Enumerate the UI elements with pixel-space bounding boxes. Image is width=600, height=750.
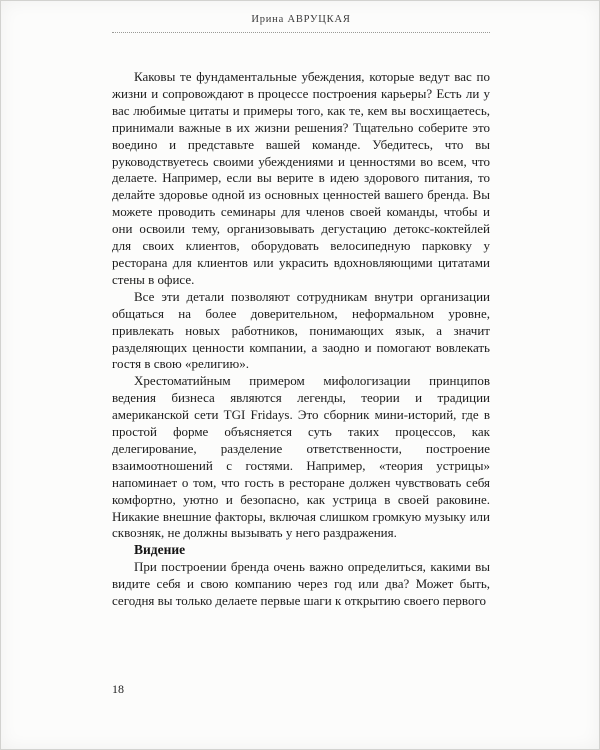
- header-divider: [112, 32, 490, 33]
- paragraph: Каковы те фундаментальные убеждения, которые ведут вас по жизни и сопровождают в процессе построения карьеры? Есть ли у вас любимые цитаты и примеры того, как те, кем вы восхищаетесь, принимали важные в их жизни решения? Тщательно соберите это воедино и представьте вашей команде. Убедитесь, что вы руководствуетесь своими убеждениями и ценностями во всем, что делаете. Например, если вы верите в идею здорового питания, то делайте здоровье одной из основных ценностей вашего бренда. Вы можете проводить семинары для членов своей команды, чтобы и они освоили тему, организовывать дегустацию детокс-коктейлей для своих клиентов, оборудовать велосипедную парковку у ресторана для клиентов или украсить вдохновляющими цитатами стены в офисе.: [112, 69, 490, 287]
- section-heading: Видение: [134, 542, 186, 558]
- paragraph: Хрестоматийным примером мифологизации принципов ведения бизнеса являются легенды, теории и традиции американской сети TGI Fridays. Это сборник мини-историй, где в простой форме объясняется суть таких процессов, как делегирование, разделение ответственности, построение взаимоотношений с гостями. Например, «теория устрицы» напоминает о том, что гость в ресторане должен чувствовать себя комфортно, уютно и безопасно, как устрица в своей раковине. Никакие внешние факторы, включая слишком громкую музыку или сквозняк, не должны вызывать у него раздражения.: [112, 373, 490, 541]
- text-column: [112, 1, 490, 610]
- body-text: [112, 69, 490, 610]
- paragraph: При построении бренда очень важно определиться, какими вы видите себя и свою компанию через год или два? Может быть, сегодня вы только делаете первые шаги к открытию своего первого: [112, 559, 490, 609]
- running-header: Ирина АВРУЦКАЯ: [251, 14, 351, 25]
- page-number: 18: [112, 682, 124, 696]
- paragraph: Все эти детали позволяют сотрудникам внутри организации общаться на более доверительном, неформальном уровне, привлекать новых работников, понимающих язык, а значит разделяющих ценности компании, а заодно и помогают вовлекать гостя в свою «религию».: [112, 288, 490, 372]
